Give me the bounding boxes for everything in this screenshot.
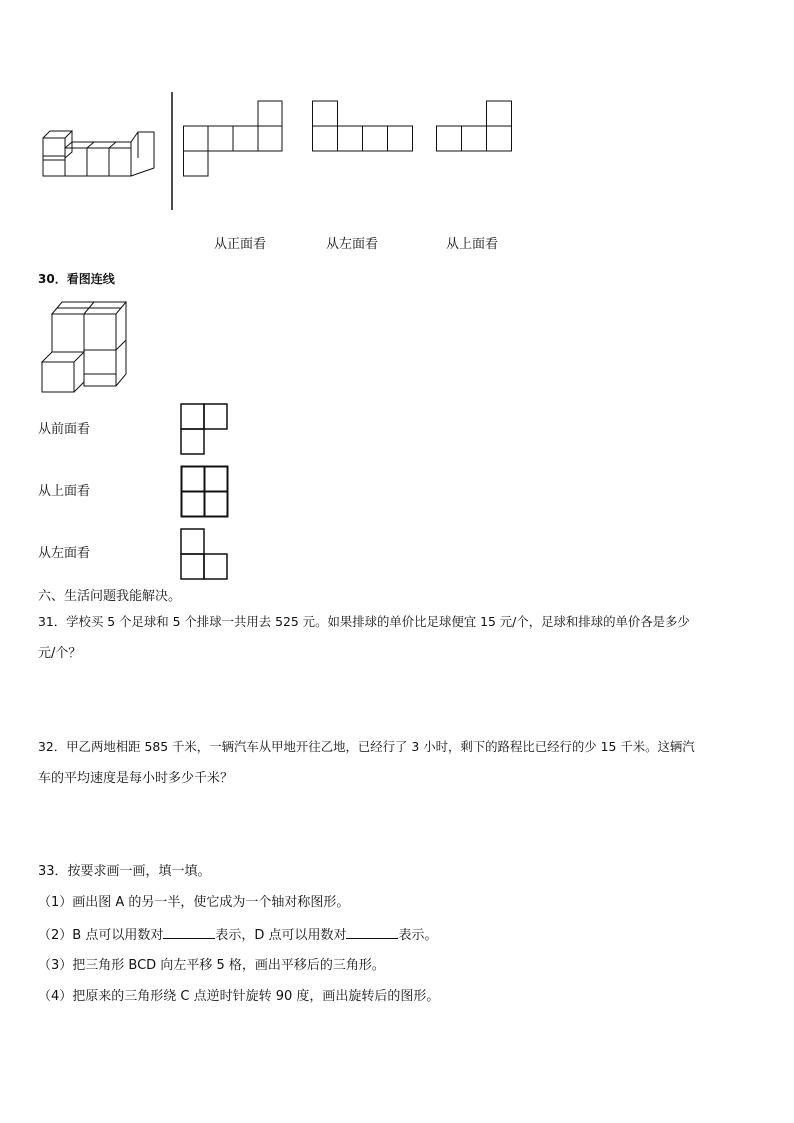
caption-left-view: 从左面看 [326,237,379,252]
divider-line [170,92,174,210]
q30-view-label-left: 从左面看 [38,546,91,561]
q30-title: 30．看图连线 [38,272,115,286]
q33-item2-part-c: 表示。 [398,928,438,943]
q33-item4: （4）把原来的三角形绕 C 点逆时针旋转 90 度，画出旋转后的图形。 [38,989,440,1004]
q30-view-label-top: 从上面看 [38,484,91,499]
q33-item2 [38,926,438,945]
left-view-grid [312,100,413,152]
answer-blank-b[interactable] [163,926,215,939]
q33-item1: （1）画出图 A 的另一半，使它成为一个轴对称图形。 [38,895,350,910]
q31-line2: 元/个？ [38,646,82,661]
caption-top-view: 从上面看 [446,237,499,252]
answer-blank-d[interactable] [346,926,398,939]
top-view-grid [436,100,512,152]
q30-view-a-grid [180,403,229,455]
cube-solid-figure [40,128,155,180]
cube-block-3d-figure [40,298,130,394]
q31-line1: 31．学校买 5 个足球和 5 个排球一共用去 525 元。如果排球的单价比足球便宜 15 元/个，足球和排球的单价各是多少 [38,614,690,629]
q30-view-label-front: 从前面看 [38,422,91,437]
section-title: 六、生活问题我能解决。 [38,589,182,604]
q30-view-c-grid [180,528,229,580]
q33-item2-part-b: 表示，D 点可以用数对 [215,928,347,943]
q33-item3: （3）把三角形 BCD 向左平移 5 格，画出平移后的三角形。 [38,958,385,973]
q32-line2: 车的平均速度是每小时多少千米？ [38,771,234,786]
q33-title: 33．按要求画一画，填一填。 [38,864,211,879]
q33-item2-part-a: （2）B 点可以用数对 [38,928,164,943]
q30-view-b-grid [180,465,230,519]
caption-front-view: 从正面看 [214,237,267,252]
front-view-grid [183,100,283,177]
q32-line1: 32．甲乙两地相距 585 千米，一辆汽车从甲地开往乙地，已经行了 3 小时，剩下的路程比已经行的少 15 千米。这辆汽 [38,739,695,754]
